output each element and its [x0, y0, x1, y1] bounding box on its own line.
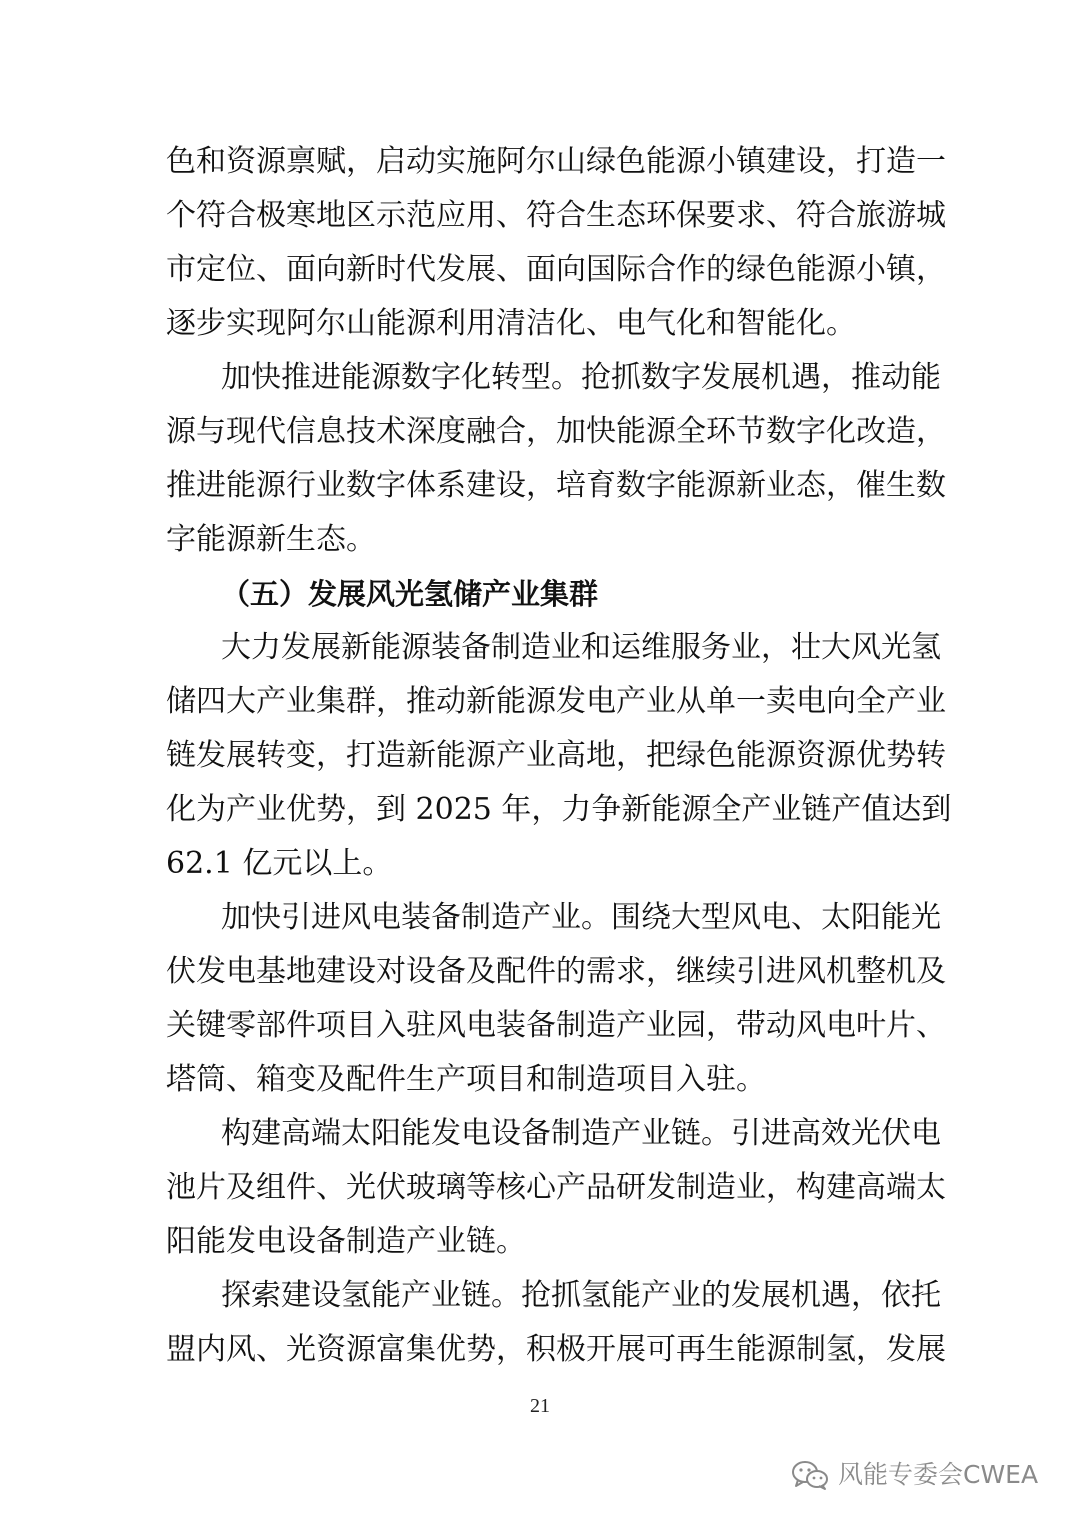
- text-line: 链发展转变，打造新能源产业高地，把绿色能源资源优势转: [166, 738, 946, 773]
- text-line: 字能源新生态。: [166, 522, 376, 557]
- paragraph-first-line: 探索建设氢能产业链。抢抓氢能产业的发展机遇，依托: [221, 1278, 941, 1313]
- text-line: 62.1 亿元以上。: [166, 846, 393, 881]
- paragraph-first-line: 构建高端太阳能发电设备制造产业链。引进高效光伏电: [221, 1116, 941, 1151]
- page-number: 21: [530, 1395, 550, 1417]
- watermark-text: 风能专委会CWEA: [838, 1460, 1039, 1489]
- text-line: 盟内风、光资源富集优势，积极开展可再生能源制氢，发展: [166, 1332, 946, 1367]
- text-line: 化为产业优势，到 2025 年，力争新能源全产业链产值达到: [166, 792, 952, 827]
- text-line: 伏发电基地建设对设备及配件的需求，继续引进风机整机及: [166, 954, 946, 989]
- wechat-icon: [790, 1459, 830, 1491]
- paragraph-first-line: 大力发展新能源装备制造业和运维服务业，壮大风光氢: [221, 630, 941, 665]
- paragraph-first-line: 加快引进风电装备制造产业。围绕大型风电、太阳能光: [221, 900, 941, 935]
- text-line: 个符合极寒地区示范应用、符合生态环保要求、符合旅游城: [166, 198, 946, 233]
- text-line: 塔筒、箱变及配件生产项目和制造项目入驻。: [166, 1062, 766, 1097]
- text-line: 推进能源行业数字体系建设，培育数字能源新业态，催生数: [166, 468, 946, 503]
- text-line: 阳能发电设备制造产业链。: [166, 1224, 526, 1259]
- section-heading: （五）发展风光氢储产业集群: [221, 577, 599, 611]
- text-line: 源与现代信息技术深度融合，加快能源全环节数字化改造，: [166, 414, 946, 449]
- text-line: 池片及组件、光伏玻璃等核心产品研发制造业，构建高端太: [166, 1170, 946, 1205]
- text-line: 关键零部件项目入驻风电装备制造产业园，带动风电叶片、: [166, 1008, 946, 1043]
- text-line: 储四大产业集群，推动新能源发电产业从单一卖电向全产业: [166, 684, 946, 719]
- text-line: 市定位、面向新时代发展、面向国际合作的绿色能源小镇，: [166, 252, 946, 287]
- text-line: 逐步实现阿尔山能源利用清洁化、电气化和智能化。: [166, 306, 856, 341]
- paragraph-first-line: 加快推进能源数字化转型。抢抓数字发展机遇，推动能: [221, 360, 941, 395]
- text-line: 色和资源禀赋，启动实施阿尔山绿色能源小镇建设，打造一: [166, 144, 946, 179]
- watermark: [790, 1457, 1038, 1493]
